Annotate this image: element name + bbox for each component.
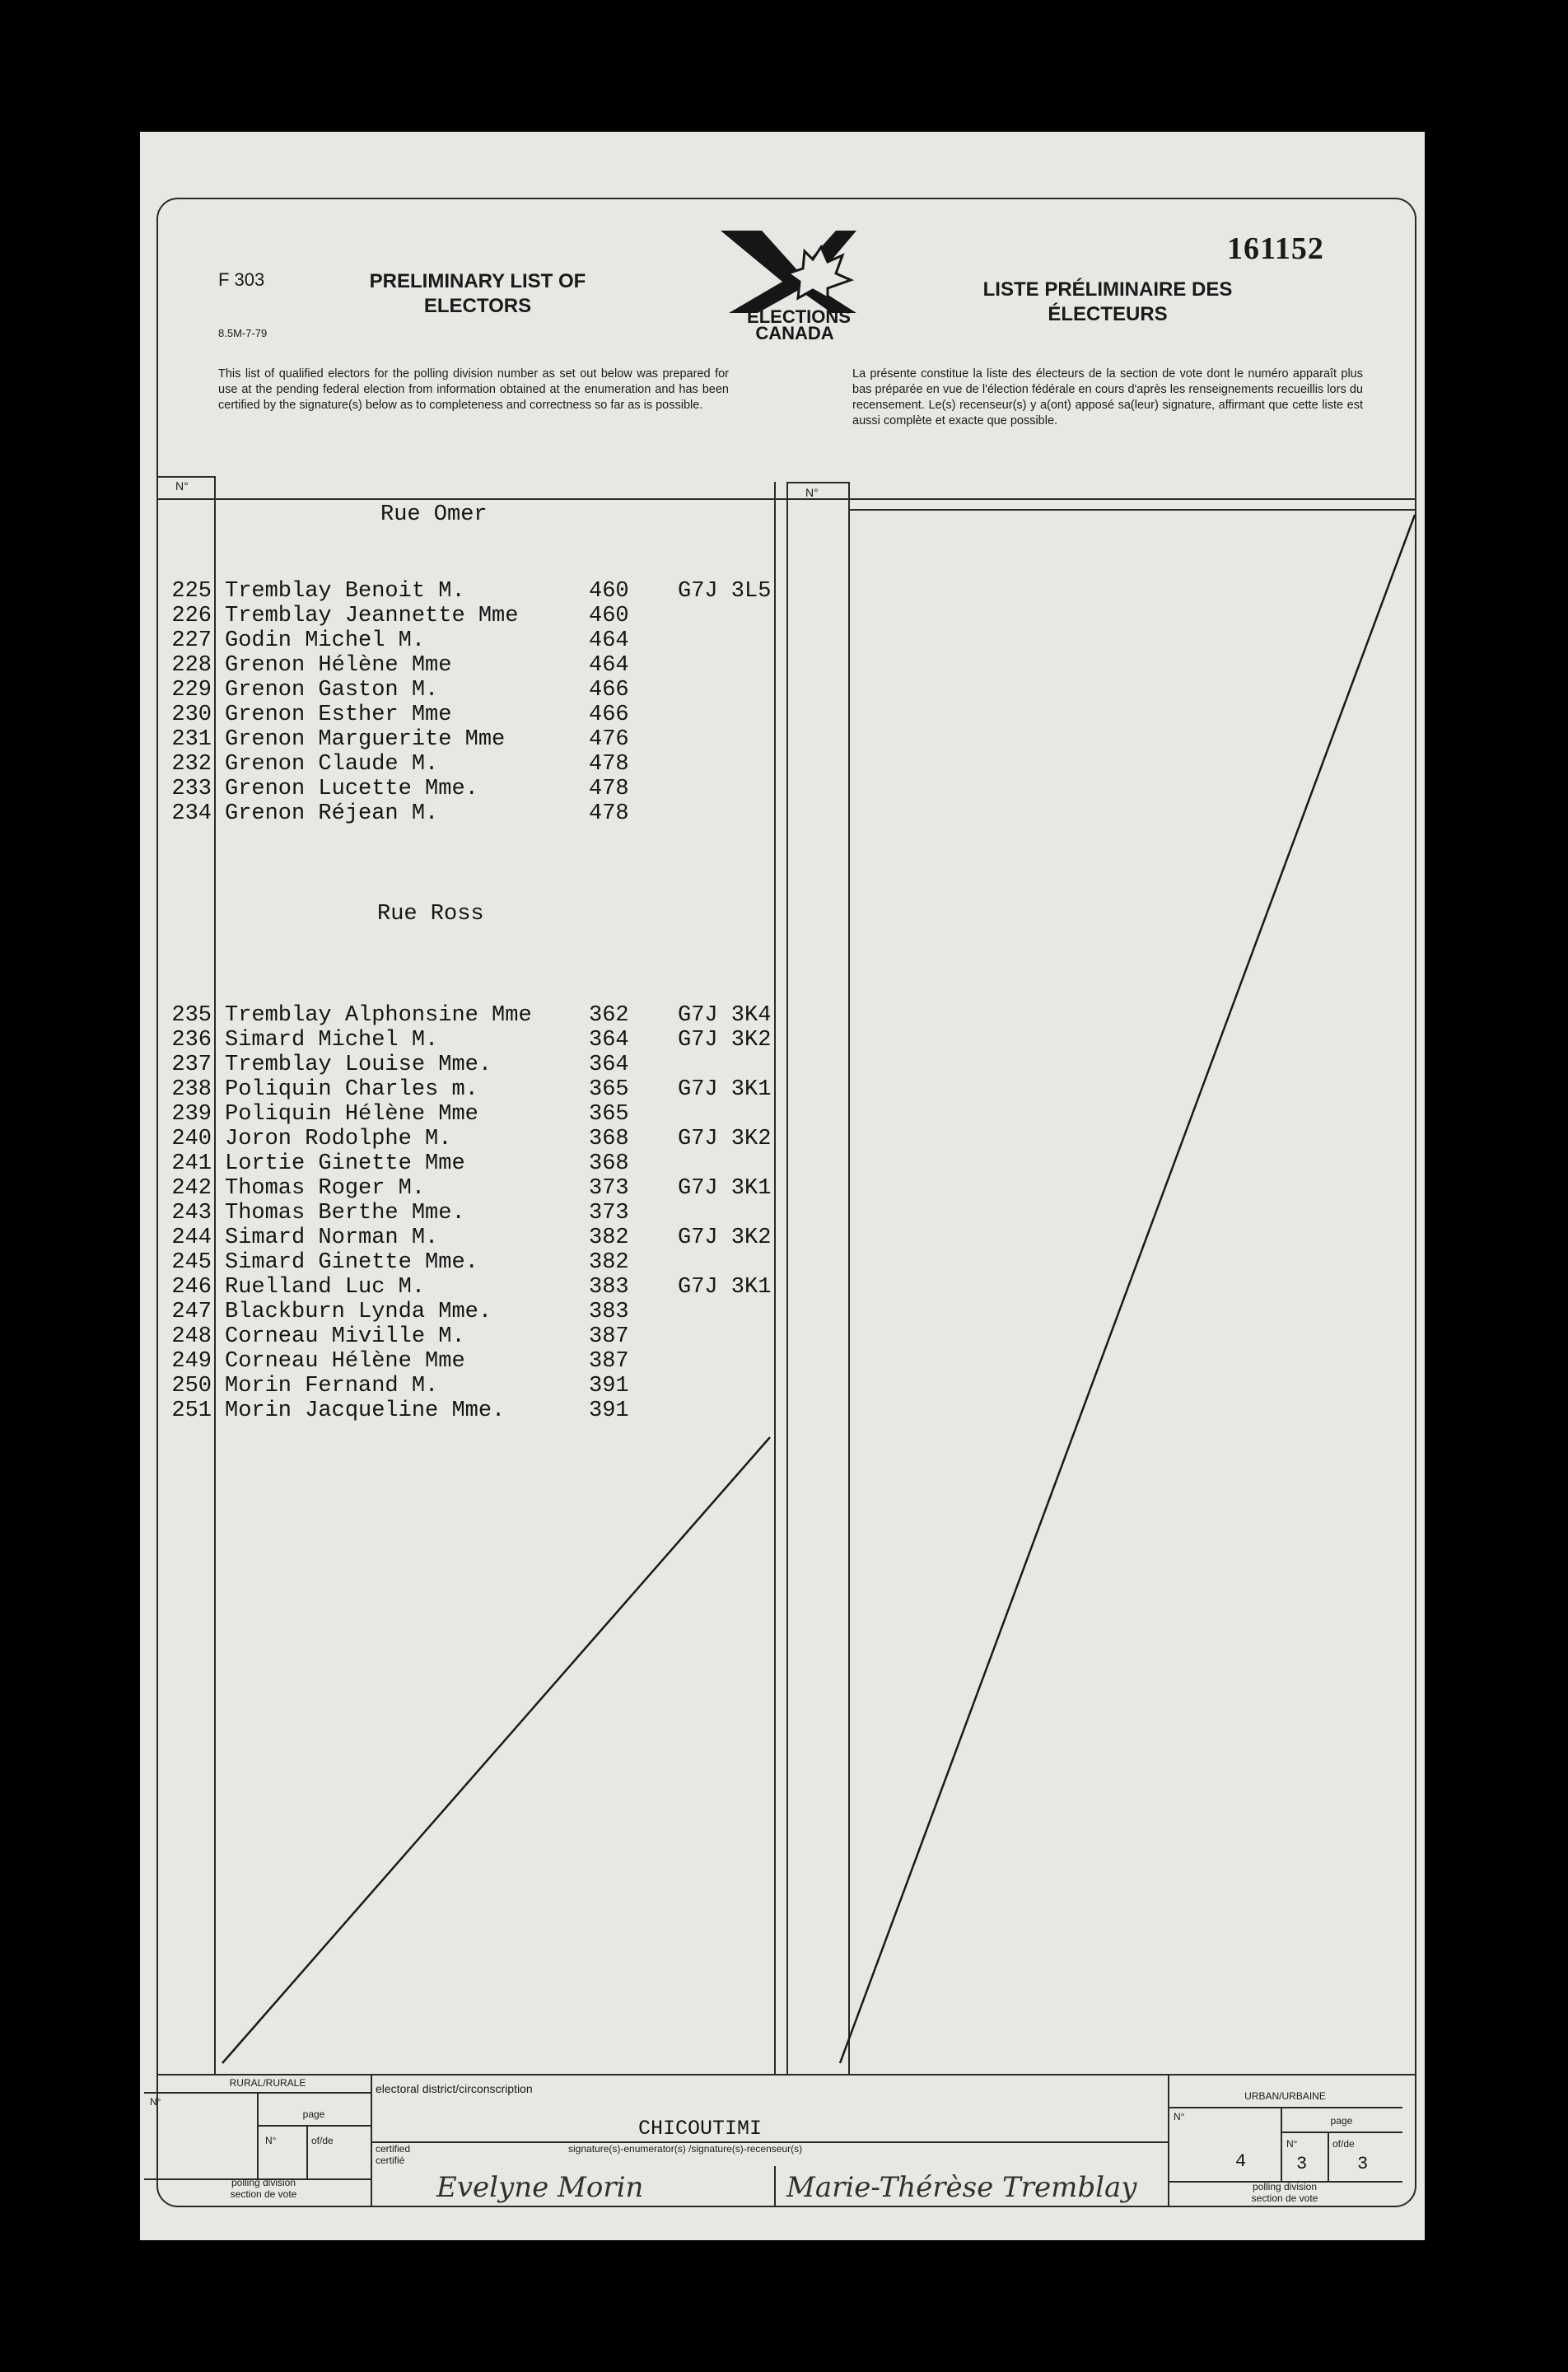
urban-polling-division — [1186, 2181, 1384, 2204]
urban-of-label: of/de — [1332, 2138, 1355, 2150]
form-number: F 303 — [218, 269, 265, 290]
urban-rule — [1168, 2107, 1402, 2108]
title-english: PRELIMINARY LIST OF ELECTORS — [369, 270, 586, 317]
rural-of-label: of/de — [311, 2135, 334, 2146]
rural-no-label: N° — [150, 2096, 161, 2108]
urban-page-number: 3 — [1296, 2154, 1308, 2174]
rural-of-rule — [306, 2125, 308, 2178]
enumerator-signature-1: Evelyne Morin — [436, 2171, 644, 2204]
enumerator-signature-2: Marie-Thérèse Tremblay — [786, 2171, 1137, 2204]
right-strike-line — [840, 515, 1415, 2063]
street-heading-ross: Rue Ross — [377, 902, 484, 927]
urban-no-label: N° — [1174, 2111, 1185, 2122]
rural-polling-label-en: polling division — [231, 2177, 296, 2188]
rural-label: RURAL/RURALE — [229, 2077, 306, 2089]
urban-label: URBAN/URBAINE — [1244, 2090, 1326, 2102]
rural-page-rule — [257, 2125, 371, 2127]
urban-polling-label-en: polling division — [1252, 2181, 1318, 2192]
left-strike-line — [222, 1437, 770, 2063]
urban-page-rule — [1281, 2132, 1402, 2133]
urban-division-number: 4 — [1235, 2151, 1247, 2172]
rural-split-rule — [257, 2092, 259, 2178]
street-heading-omer: Rue Omer — [380, 502, 488, 527]
title-french: LISTE PRÉLIMINAIRE DES ÉLECTEURS — [982, 278, 1233, 325]
rural-page-label: page — [302, 2108, 325, 2120]
number-column-label-left: N° — [175, 479, 189, 493]
urban-page-label: page — [1330, 2115, 1353, 2127]
certified-label-fr: certifié — [376, 2155, 405, 2166]
number-column-label-right: N° — [805, 486, 819, 499]
rural-right-rule — [371, 2074, 372, 2207]
form-code: 8.5M-7-79 — [218, 327, 268, 339]
urban-of-rule — [1328, 2132, 1329, 2181]
logo-text-elections: ELECTIONS — [747, 306, 851, 327]
certified-label-en: certified — [376, 2143, 411, 2155]
footer-top-rule — [156, 2074, 1416, 2076]
certified-label — [376, 2143, 410, 2166]
logo-text-canada: CANADA — [755, 323, 834, 343]
district-value: CHICOUTIMI — [637, 2117, 763, 2141]
intro-english: This list of qualified electors for the polling division number as set out below was prepared for use at the pending federal election from information obtained at the enumeration and has been certified by the signature(s) below as to completeness and correctness so far as is possible. — [218, 367, 729, 412]
rural-page-no-label: N° — [265, 2135, 277, 2146]
rural-polling-label-fr: section de vote — [230, 2188, 297, 2200]
urban-page-no-label: N° — [1286, 2138, 1298, 2150]
signature-divider — [774, 2166, 776, 2207]
district-label: electoral district/circonscription — [376, 2082, 533, 2095]
signature-label: signature(s)-enumerator(s) /signature(s)-recenseur(s) — [568, 2143, 803, 2155]
urban-page-of: 3 — [1357, 2154, 1369, 2174]
rural-polling-division — [165, 2177, 362, 2200]
urban-polling-label-fr: section de vote — [1251, 2192, 1318, 2204]
intro-french: La présente constitue la liste des électeurs de la section de vote dont le numéro apparaît plus bas préparée en vue de l'élection fédérale en cours d'après les renseignements recueillis lors du recensement. Le(s) recenseur(s) y a(ont) apposé sa(leur) signature, affirmant que cette liste est aussi complète et exacte que possible. — [852, 367, 1363, 427]
serial-number: 161152 — [1227, 231, 1324, 266]
